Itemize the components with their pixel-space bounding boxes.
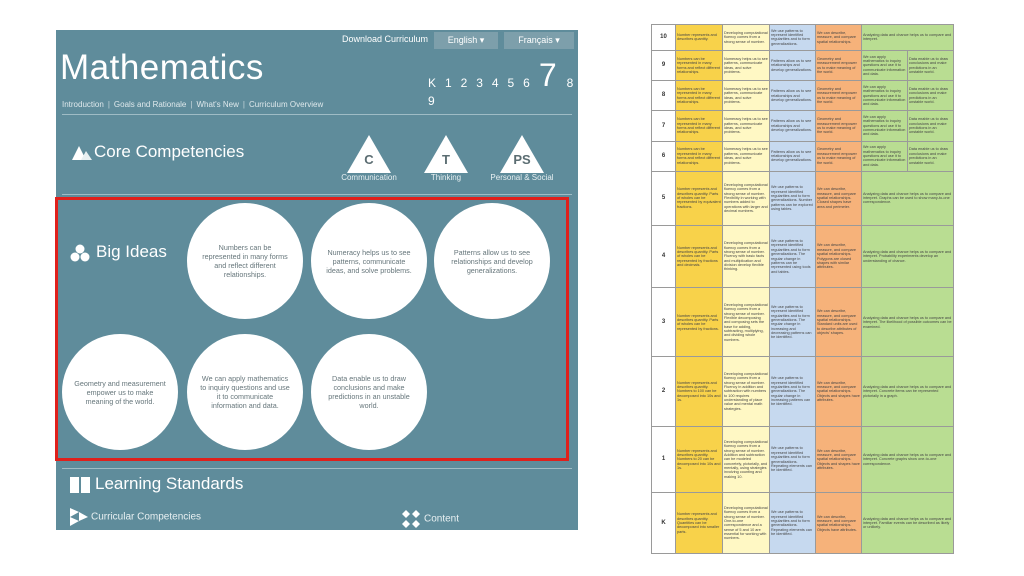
competency-label: Communication: [341, 173, 397, 182]
grade-cell: 8: [652, 81, 676, 111]
big-idea-text: Patterns allow us to see relationships and develop generalizations.: [451, 247, 533, 275]
table-cell: Number represents and describes quantity. Parts of wholes can be represented by fractions.: [676, 288, 723, 357]
table-row: [652, 288, 954, 357]
table-cell: We can apply mathematics to inquiry questions and use it to communicate information and data.: [862, 81, 908, 111]
table-row: [652, 50, 954, 80]
table-cell: We use patterns to represent identified regularities and to form generalizations.: [770, 25, 816, 51]
grade-cell: 4: [652, 225, 676, 288]
table-cell: Number represents and describes quantity. Quantities can be decomposed into smaller parts.: [676, 493, 723, 554]
curricular-competencies-link[interactable]: [70, 508, 201, 526]
grade-cell: 2: [652, 357, 676, 426]
big-idea-text: Data enable us to draw conclusions and make predictions in an unstable world.: [328, 374, 410, 410]
grade-cell: 7: [652, 111, 676, 141]
table-cell: We can describe, measure, and compare spatial relationships. Objects and shapes have attributes.: [816, 426, 862, 493]
table-cell: Numbers can be represented in many forms and reflect different relationships.: [676, 50, 723, 80]
table-row: [652, 141, 954, 171]
table-cell: Analyzing data and chance helps us to compare and interpret. Familiar events can be described as likely or unlikely.: [862, 493, 954, 554]
table-cell: Numeracy helps us to see patterns, communicate ideas, and solve problems.: [723, 141, 770, 171]
table-row: [652, 426, 954, 493]
table-cell: We can describe, measure, and compare spatial relationships. Objects have attributes.: [816, 493, 862, 554]
content-link[interactable]: [402, 510, 459, 528]
table-cell: We use patterns to represent identified regularities and to form generalizations. The regular change in patterns can be represented using tools and tables.: [770, 225, 816, 288]
grade-3[interactable]: 3: [476, 76, 484, 90]
table-cell: Number represents and describes quantity. Numbers to 20 can be decomposed into 10s and 1s.: [676, 426, 723, 493]
nav-introduction[interactable]: Introduction: [62, 100, 104, 109]
big-idea-text: Numbers can be represented in many forms and reflect different relationships.: [202, 243, 288, 279]
table-cell: We use patterns to represent identified regularities and to form generalizations. Number patterns can be explored using tables.: [770, 171, 816, 225]
download-curriculum-link[interactable]: Download Curriculum: [342, 34, 429, 44]
table-row: [652, 111, 954, 141]
grade-9[interactable]: 9: [428, 94, 436, 108]
table-cell: Analyzing data and chance helps us to compare and interpret. The likelihood of possible outcomes can be examined.: [862, 288, 954, 357]
triangle-icon: [499, 134, 545, 174]
section-nav: [62, 100, 323, 109]
table-cell: Analyzing data and chance helps us to compare and interpret.: [862, 25, 954, 51]
big-idea-text: Geometry and measurement empower us to make meaning of the world.: [74, 378, 166, 406]
divider: [62, 114, 572, 115]
nav-separator: |: [107, 100, 110, 109]
nav-whats-new[interactable]: What's New: [196, 100, 239, 109]
table-cell: We use patterns to represent identified regularities and to form generalizations. Repeating elements can be identified.: [770, 426, 816, 493]
grade-1[interactable]: 1: [444, 76, 453, 90]
grade-2[interactable]: 2: [460, 76, 468, 90]
table-cell: Patterns allow us to see relationships and develop generalizations.: [770, 81, 816, 111]
table-row: [652, 171, 954, 225]
table-row: [652, 357, 954, 426]
curricular-competencies-icon: [70, 508, 88, 526]
table-cell: Developing computational fluency comes from a strong sense of number. Addition and subtraction can be modeled concretely, pictorially, and mentally, using strategies involving counting and making 10.: [723, 426, 770, 493]
table-cell: Number represents and describes quantity. Parts of wholes can be represented by equivalent fractions.: [676, 171, 723, 225]
table-cell: We can describe, measure, and compare spatial relationships.: [816, 25, 862, 51]
language-french-dropdown[interactable]: Français ▾: [504, 32, 574, 49]
table-cell: Developing computational fluency comes from a strong sense of number.: [723, 25, 770, 51]
divider: [62, 468, 572, 469]
table-row: [652, 25, 954, 51]
book-icon: [70, 476, 90, 494]
nav-curriculum-overview[interactable]: Curriculum Overview: [248, 100, 324, 109]
table-cell: Patterns allow us to see relationships and develop generalizations.: [770, 50, 816, 80]
language-english-dropdown[interactable]: English ▾: [434, 32, 498, 49]
table-cell: Geometry and measurement empower us to make meaning of the world.: [816, 81, 862, 111]
grade-cell: 1: [652, 426, 676, 493]
grade-cell: 9: [652, 50, 676, 80]
table-cell: Analyzing data and chance helps us to compare and interpret. Concrete items can be represented pictorially in a graph.: [862, 357, 954, 426]
learning-standards-title: Learning Standards: [95, 474, 244, 493]
table-cell: Geometry and measurement empower us to make meaning of the world.: [816, 141, 862, 171]
curriculum-overview-table: [651, 24, 954, 554]
table-cell: We use patterns to represent identified regularities and to form generalizations. The regular change in increasing patterns can be identified.: [770, 357, 816, 426]
nav-goals-rationale[interactable]: Goals and Rationale: [113, 100, 187, 109]
table-cell: Data enable us to draw conclusions and make predictions in an unstable world.: [908, 50, 954, 80]
table-cell: Numeracy helps us to see patterns, communicate ideas, and solve problems.: [723, 81, 770, 111]
core-competencies-title: Core Competencies: [94, 142, 245, 161]
table-cell: We can apply mathematics to inquiry questions and use it to communicate information and data.: [862, 50, 908, 80]
page-title: Mathematics: [60, 48, 264, 87]
table-cell: We can apply mathematics to inquiry questions and use it to communicate information and data.: [862, 141, 908, 171]
table-cell: Number represents and describes quantity. Numbers to 100 can be decomposed into 10s and 1s.: [676, 357, 723, 426]
table-cell: We can describe, measure, and compare spatial relationships. Standard units are used to describe attributes of objects' shapes.: [816, 288, 862, 357]
table-cell: Number represents and describes quantity.: [676, 25, 723, 51]
competency-letter: C: [364, 152, 374, 167]
grade-cell: K: [652, 493, 676, 554]
grade-8[interactable]: 8: [566, 76, 574, 90]
table-cell: Developing computational fluency comes from a strong sense of number. Flexibility in working with numbers added to operations with larger and decimal numbers.: [723, 171, 770, 225]
table-cell: Analyzing data and chance helps us to compare and interpret. Graphs can be used to show many-to-one correspondence.: [862, 171, 954, 225]
grade-cell: 5: [652, 171, 676, 225]
divider: [62, 194, 572, 195]
table-cell: Analyzing data and chance helps us to compare and interpret. Concrete graphs show one-to-one correspondence.: [862, 426, 954, 493]
grade-4[interactable]: 4: [491, 76, 500, 90]
grade-5[interactable]: 5: [507, 76, 515, 90]
table-cell: Numbers can be represented in many forms and reflect different relationships.: [676, 81, 723, 111]
triangle-icon: [423, 134, 469, 174]
competency-personal-social[interactable]: [482, 134, 562, 182]
table-cell: Patterns allow us to see relationships and develop generalizations.: [770, 111, 816, 141]
big-idea-text: We can apply mathematics to inquiry questions and use it to communicate information and data.: [200, 374, 290, 410]
table-cell: Data enable us to draw conclusions and make predictions in an unstable world.: [908, 81, 954, 111]
competency-letter: T: [442, 152, 450, 167]
nav-separator: |: [242, 100, 245, 109]
competency-thinking[interactable]: [406, 134, 486, 182]
core-competencies-icon: [72, 146, 92, 162]
big-idea-text: Numeracy helps us to see patterns, communicate ideas, and solve problems.: [326, 247, 412, 275]
table-cell: We use patterns to represent identified regularities and to form generalizations. The regular change in increasing and decreasing patterns can be identified.: [770, 288, 816, 357]
table-cell: Numbers can be represented in many forms and reflect different relationships.: [676, 141, 723, 171]
competency-communication[interactable]: [329, 134, 409, 182]
table-cell: Patterns allow us to see relationships and develop generalizations.: [770, 141, 816, 171]
competency-label: Thinking: [430, 173, 462, 182]
grade-cell: 10: [652, 25, 676, 51]
table-row: [652, 493, 954, 554]
grade-cell: 6: [652, 141, 676, 171]
table-cell: We can describe, measure, and compare spatial relationships. Objects and shapes have attributes.: [816, 357, 862, 426]
table-cell: Geometry and measurement empower us to make meaning of the world.: [816, 111, 862, 141]
content-icon: [402, 510, 420, 528]
table-cell: We use patterns to represent identified regularities and to form generalizations. Repeating elements can be identified.: [770, 493, 816, 554]
table-cell: Number represents and describes quantity. Parts of wholes can be represented by fractions and decimals.: [676, 225, 723, 288]
big-ideas-title: Big Ideas: [96, 242, 167, 261]
triangle-icon: [346, 134, 392, 174]
grade-6[interactable]: 6: [523, 76, 531, 90]
grade-k[interactable]: K: [428, 76, 437, 90]
table-cell: Numeracy helps us to see patterns, communicate ideas, and solve problems.: [723, 50, 770, 80]
table-cell: Developing computational fluency comes from a strong sense of number. Flexible decomposing and composing sets the base for adding, subtracting, multiplying, and dividing whole numbers.: [723, 288, 770, 357]
top-bar: [56, 30, 578, 50]
competency-label: Personal & Social: [490, 173, 554, 182]
table-cell: We can describe, measure, and compare spatial relationships. Closed shapes have area and perimeter.: [816, 171, 862, 225]
grade-cell: 3: [652, 288, 676, 357]
table-cell: Developing computational fluency comes from a strong sense of number. One-to-one correspondence and a sense of 5 and 10 are essential for working with numbers.: [723, 493, 770, 554]
table-cell: Numbers can be represented in many forms and reflect different relationships.: [676, 111, 723, 141]
table-cell: We can describe, measure, and compare spatial relationships. Polygons are closed shapes with similar attributes.: [816, 225, 862, 288]
competency-letter: PS: [513, 152, 531, 167]
content-label: Content: [424, 513, 460, 525]
table-cell: Numeracy helps us to see patterns, communicate ideas, and solve problems.: [723, 111, 770, 141]
nav-separator: |: [190, 100, 193, 109]
table-cell: Data enable us to draw conclusions and make predictions in an unstable world.: [908, 141, 954, 171]
table-row: [652, 81, 954, 111]
highlight-box: [55, 197, 569, 461]
table-cell: We can apply mathematics to inquiry questions and use it to communicate information and data.: [862, 111, 908, 141]
table-cell: Developing computational fluency comes from a strong sense of number. Fluency in addition and subtraction with numbers to 100 requires understanding of place value and mental math strategies.: [723, 357, 770, 426]
table-row: [652, 225, 954, 288]
grade-selector: [428, 57, 578, 108]
table-cell: Developing computational fluency comes from a strong sense of number. Fluency with basic facts and multiplication and division develop flexible thinking.: [723, 225, 770, 288]
table-cell: Data enable us to draw conclusions and make predictions in an unstable world.: [908, 111, 954, 141]
table-cell: Analyzing data and chance helps us to compare and interpret. Probability experiments develop an understanding of chance.: [862, 225, 954, 288]
curricular-competencies-label: Curricular Competencies: [91, 511, 202, 523]
grade-7-selected[interactable]: 7: [538, 57, 558, 93]
table-cell: Geometry and measurement empower us to make meaning of the world.: [816, 50, 862, 80]
